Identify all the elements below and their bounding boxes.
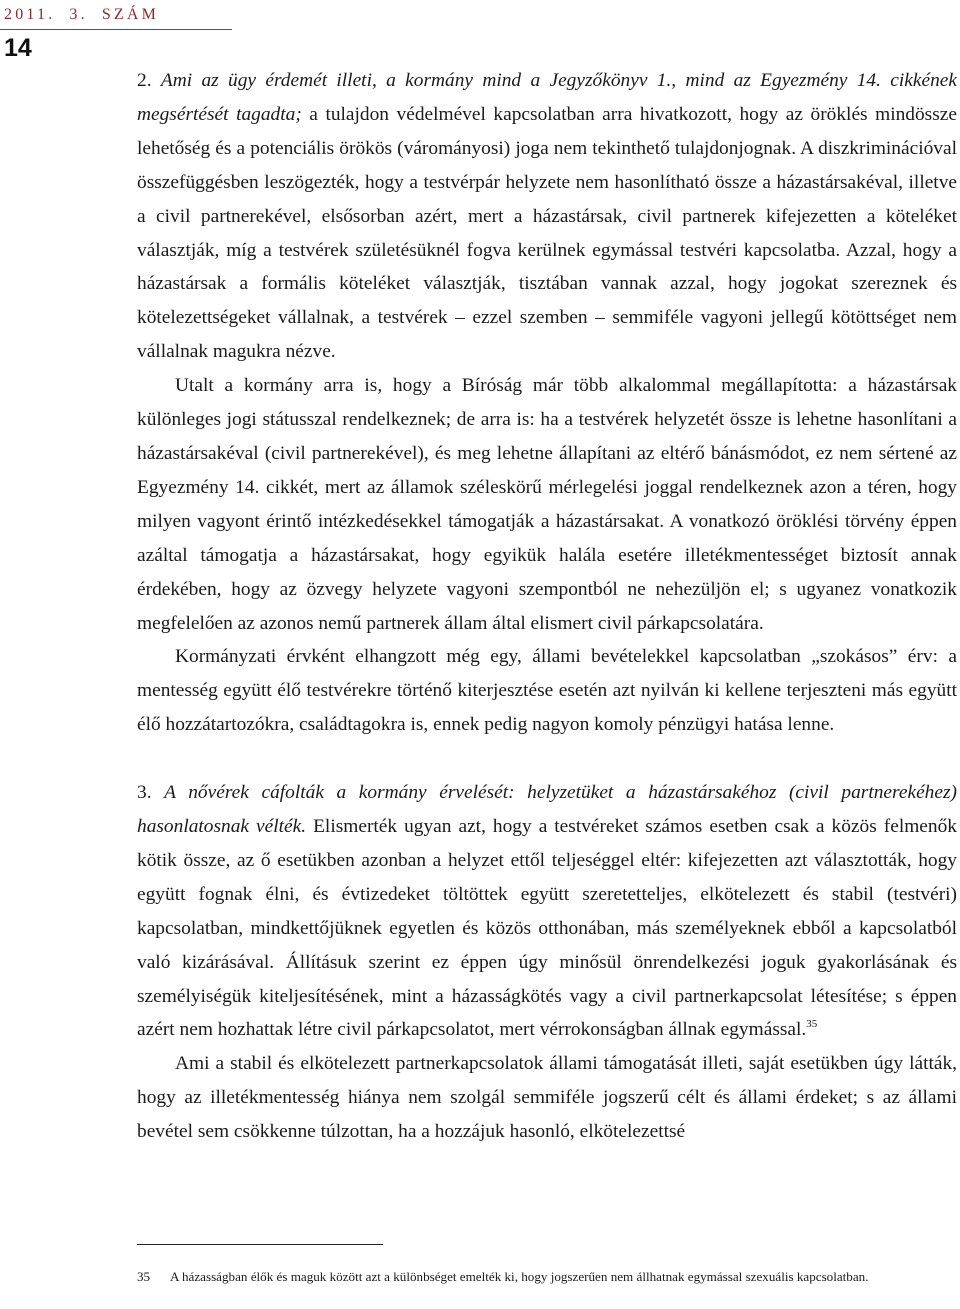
section-3-heading: A nővérek cáfolták a kormány érvelését: helyzetüket a házastársakéhoz (civil partnerekéhez) hasonlatosnak vélték. (137, 782, 957, 838)
section-2-heading: Ami az ügy érdemét illeti, a kormány mind a Jegyzőkönyv 1., mind az Egyezmény 14. cikkének megsértését tagadta; (137, 70, 957, 125)
section-3-number: 3. (137, 782, 152, 804)
footnote (137, 1266, 959, 1288)
running-header (4, 6, 159, 24)
footnote-rule (137, 1244, 383, 1245)
section-3-paragraph-2: Ami a stabil és elkötelezett partnerkapcsolatok állami támogatását illeti, saját esetükben úgy látták, hogy az illetékmentesség hiánya nem szolgál semmiféle jogszerű célt és állami érdeket; s az állami bevétel sem csökkenne túlzottan, ha a hozzájuk hasonló, elkötelezettsé (137, 1053, 957, 1143)
header-year: 2011. (4, 6, 56, 23)
header-rule (0, 29, 232, 30)
section-3-paragraph-1-text: Elismerték ugyan azt, hogy a testvéreket számos esetben csak a közös felmenők kötik össze, az ő esetükben azonban a helyzet ettől teljeséggel eltér: kifejezetten azt választották, hogy együtt fognak élni, és évtizedeket töltöttek együtt szeretetteljes, elkötelezett és stabil (testvéri) kapcsolatban, mindkettőjüknek egyetlen és közös otthonában, más személyeknek ebből a kapcsolatból való kizárásával. Állításuk szerint ez éppen úgy minősül önrendelkezési joguk gyakorlásának és személyiségük kiteljesítésének, mint a házasságkötés vagy a civil partnerkapcsolat létesítése; s éppen azért nem hozhattak létre civil párkapcsolatot, mert vérrokonságban állnak egymással. (137, 816, 957, 1041)
page-number: 14 (4, 34, 32, 62)
section-2-number: 2. (137, 70, 152, 91)
section-2-paragraph-3: Kormányzati érvként elhangzott még egy, állami bevételekkel kapcsolatban „szokásos” érv: a mentesség együtt élő testvérekre történő kiterjesztése esetén azt nyilván ki kellene terjeszteni más együtt élő hozzátartozókra, családtagokra is, ennek pedig nagyon komoly pénzügyi hatása lenne. (137, 646, 957, 736)
section-2-paragraph-1 (137, 64, 957, 369)
section-2-paragraph-2: Utalt a kormány arra is, hogy a Bíróság már több alkalommal megállapította: a házastársak különleges jogi státusszal rendelkeznek; de arra is: ha a testvérek helyzetét össze is lehetne hasonlítani a házastársakéval (civil partnerekével), és meg lehetne állapítani az eltérő bánásmódot, ez nem sértené az Egyezmény 14. cikkét, mert az államok széleskörű mérlegelési joggal rendelkeznek azon a téren, hogy milyen vagyont érintő intézkedésekkel támogatják a házastársakat. A vonatkozó öröklési törvény éppen azáltal támogatja a házastársakat, hogy egyikük halála esetére illetékmentességet biztosít annak érdekében, hogy az özvegy helyzete vagyoni szempontból ne nehezüljön el; s ugyanez vonatkozik megfelelően az azonos nemű partnerek állam által elismert civil párkapcsolatára. (137, 375, 957, 634)
section-2-paragraph-1-text: a tulajdon védelmével kapcsolatban arra hivatkozott, hogy az öröklés mindössze lehetőség és a potenciális örökös (várományosi) joga nem tekinthető tulajdonjognak. A diszkriminációval összefüggésben leszögezték, hogy a testvérpár helyzete nem hasonlítható össze a házastársakéval, illetve a civil partnerekével, elsősorban azért, mert a házastársak, civil partnerek kifejezetten a köteléket választják, míg a testvérek születésüknél fogva kerülnek egymással testvéri kapcsolatba. Azzal, hogy a házastársak a formális köteléket választják, tisztában vannak azzal, hogy jogokat szereznek és kötelezettségeket vállalnak, a testvérek – ezzel szemben – semmiféle vagyoni jellegű kötöttséget nem vállalnak magukra nézve. (137, 103, 957, 363)
header-issue-number: 3. (69, 6, 88, 23)
footnote-number: 35 (137, 1269, 151, 1284)
footnote-reference[interactable]: 35 (806, 1018, 818, 1031)
header-issue-label: SZÁM (101, 6, 160, 23)
footnote-text: A házasságban élők és maguk között azt a különbséget emelték ki, hogy jogszerűen nem állhatnak egymással szexuális kapcsolatban. (170, 1269, 869, 1284)
article-body (137, 64, 957, 1149)
section-3-paragraph-1 (137, 776, 957, 1047)
